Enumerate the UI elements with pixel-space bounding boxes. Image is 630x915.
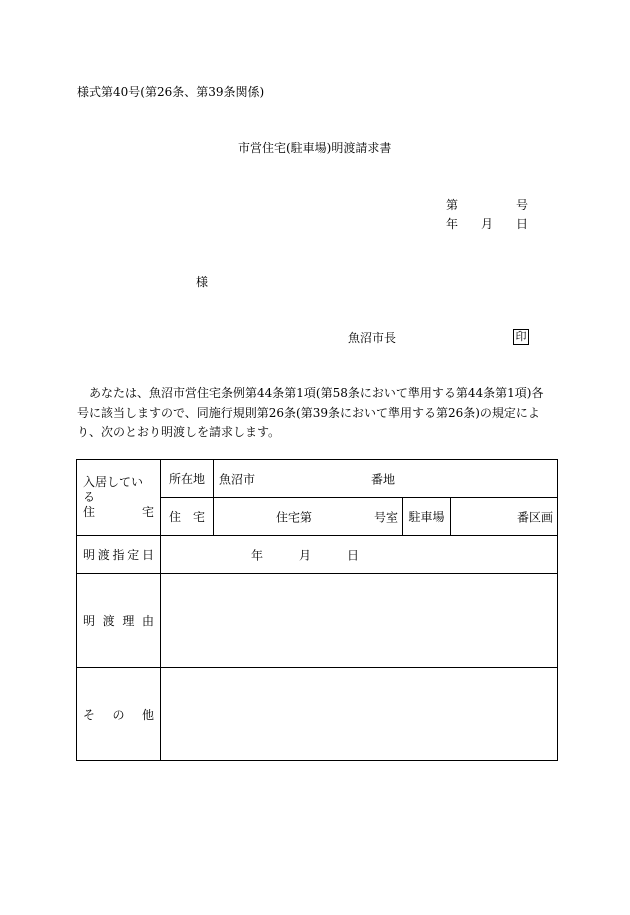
location-label: 所在地 bbox=[168, 472, 205, 486]
housing-number-prefix: 住宅第 bbox=[276, 510, 313, 524]
housing-number-cell[interactable] bbox=[214, 498, 403, 536]
housing-label-char1: 住 bbox=[169, 510, 182, 524]
housing-label-char2: 宅 bbox=[192, 510, 205, 524]
residence-label-char1: 住 bbox=[83, 505, 96, 519]
vacate-date-label-char: 渡 bbox=[97, 548, 110, 562]
vacate-reason-label-char: 渡 bbox=[102, 614, 115, 628]
issue-date-day: 日 bbox=[516, 217, 529, 231]
location-city: 魚沼市 bbox=[219, 472, 256, 486]
residence-label-line1: 入居している bbox=[83, 475, 144, 504]
vacate-reason-label-char: 由 bbox=[141, 614, 154, 628]
other-value-cell[interactable] bbox=[161, 668, 558, 761]
parking-label-cell bbox=[403, 498, 451, 536]
vacate-date-label-char: 定 bbox=[127, 548, 140, 562]
parking-label: 駐車場 bbox=[408, 510, 445, 524]
issuer-name: 魚沼市長 bbox=[348, 331, 397, 345]
vacate-date-label-char: 日 bbox=[141, 548, 154, 562]
request-body-text: あなたは、魚沼市営住宅条例第44条第1項(第58条において準用する第44条第1項)各号に該当しますので、同施行規則第26条(第39条において準用する第26条)の規定により、次のとおり明渡しを請求します。 bbox=[77, 386, 544, 439]
seal-mark: 印 bbox=[513, 329, 529, 345]
vacate-reason-label-cell bbox=[77, 574, 161, 668]
housing-label-cell bbox=[161, 498, 214, 536]
vacate-date-value-cell[interactable] bbox=[161, 536, 558, 574]
parking-block-suffix: 番区画 bbox=[517, 510, 554, 524]
residence-label-char2: 宅 bbox=[141, 505, 154, 519]
other-label-char: そ bbox=[83, 707, 96, 722]
vacate-reason-label-char: 理 bbox=[122, 614, 135, 628]
vacate-date-label-char: 指 bbox=[112, 548, 125, 562]
document-title: 市営住宅(駐車場)明渡請求書 bbox=[238, 141, 392, 155]
vacate-reason-value-cell[interactable] bbox=[161, 574, 558, 668]
location-label-cell bbox=[161, 460, 214, 498]
vacate-date-label-char: 明 bbox=[83, 548, 96, 562]
location-value-cell[interactable] bbox=[214, 460, 558, 498]
other-label-char: 他 bbox=[141, 707, 154, 722]
vacate-date-label-cell bbox=[77, 536, 161, 574]
parking-number-cell[interactable] bbox=[451, 498, 558, 536]
issue-date-month: 月 bbox=[481, 217, 494, 231]
residence-label-cell bbox=[77, 460, 161, 536]
other-label-char: の bbox=[112, 707, 125, 722]
vacate-date-day: 日 bbox=[347, 548, 360, 562]
vacate-date-year: 年 bbox=[251, 548, 264, 562]
request-detail-table bbox=[76, 459, 558, 761]
vacate-reason-label-char: 明 bbox=[83, 614, 96, 628]
issue-date-year: 年 bbox=[446, 217, 459, 231]
addressee-honorific: 様 bbox=[196, 275, 209, 289]
document-number-suffix: 号 bbox=[516, 198, 529, 212]
form-reference: 様式第40号(第26条、第39条関係) bbox=[77, 85, 265, 99]
vacate-date-month: 月 bbox=[299, 548, 312, 562]
document-number-prefix: 第 bbox=[446, 198, 459, 212]
location-banchi: 番地 bbox=[371, 472, 396, 486]
housing-room-suffix: 号室 bbox=[373, 510, 398, 524]
other-label-cell bbox=[77, 668, 161, 761]
